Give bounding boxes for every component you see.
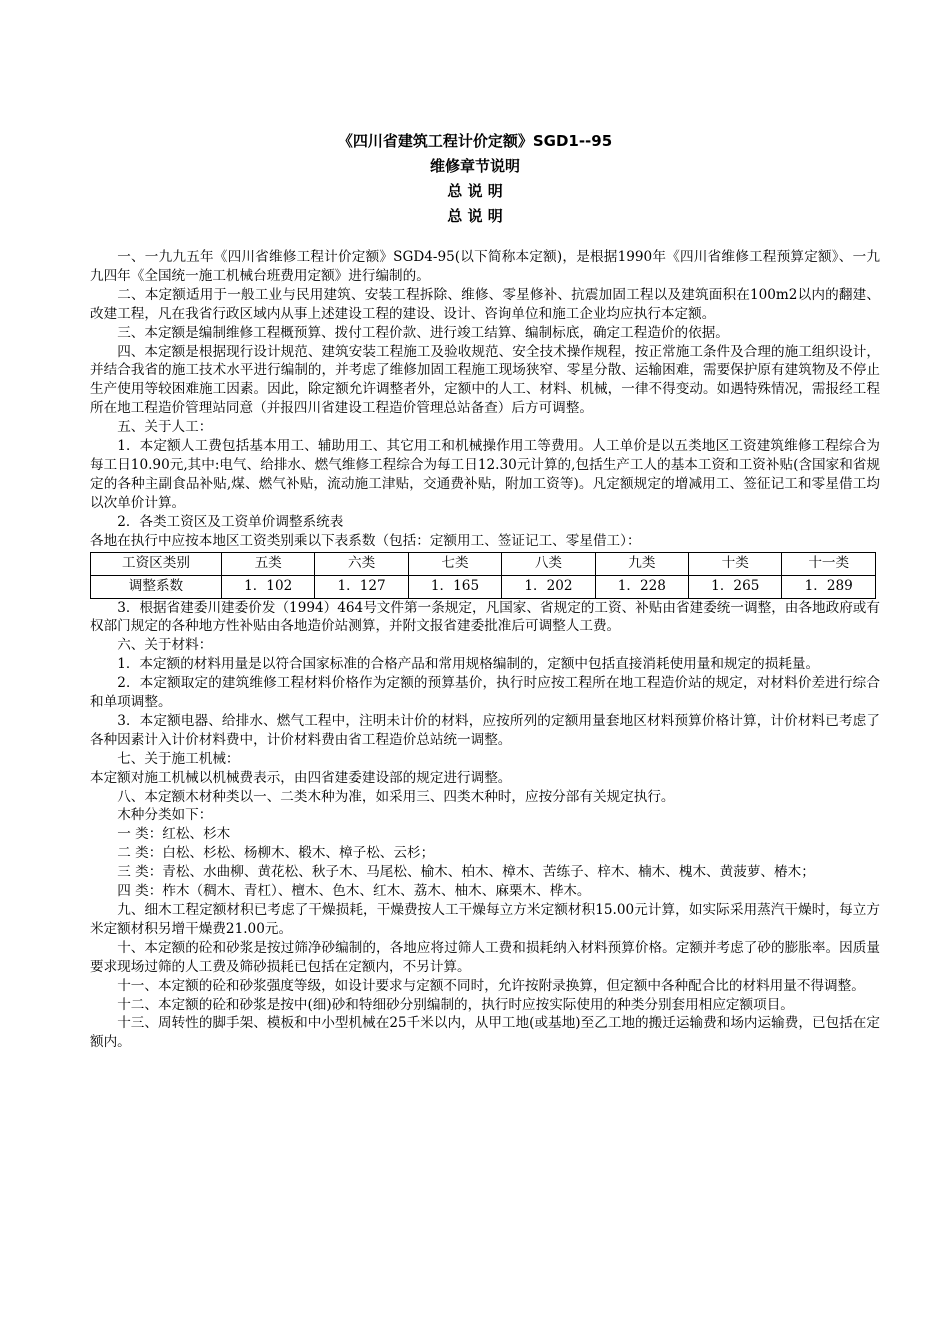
table-header-cell: 九类 bbox=[595, 552, 688, 575]
paragraph: 木种分类如下： bbox=[117, 807, 213, 824]
chapter-title: 维修章节说明 bbox=[429, 157, 520, 175]
table-cell: 1．228 bbox=[595, 575, 688, 598]
table-header-cell: 十一类 bbox=[782, 552, 876, 575]
table-cell: 1．289 bbox=[782, 575, 876, 598]
paragraph: 2．本定额取定的建筑维修工程材料价格作为定额的预算基价，执行时应按工程所在地工程造价站的规定，对材料价差进行综合和单项调整。 bbox=[90, 675, 880, 711]
table-cell: 1．102 bbox=[221, 575, 314, 598]
body-text bbox=[90, 248, 880, 1052]
table-header-cell: 七类 bbox=[408, 552, 501, 575]
paragraph: 三、本定额是编制维修工程概预算、拨付工程价款、进行竣工结算、编制标底，确定工程造价的依据。 bbox=[117, 324, 729, 341]
machinery-note: 本定额对施工机械以机械费表示，由四省建委建设部的规定进行调整。 bbox=[90, 769, 512, 786]
table-caption: 2．各类工资区及工资单价调整系统表 bbox=[117, 513, 344, 530]
paragraph: 十一、本定额的砼和砂浆强度等级，如设计要求与定额不同时，允许按附录换算，但定额中各种配合比的材料用量不得调整。 bbox=[117, 977, 865, 994]
table-header-cell: 六类 bbox=[315, 552, 408, 575]
paragraph: 一、一九九五年《四川省维修工程计价定额》SGD4-95(以下简称本定额)，是根据1990年《四川省维修工程预算定额》、一九九四年《全国统一施工机械台班费用定额》进行编制的。 bbox=[90, 249, 880, 284]
table-header-cell: 十类 bbox=[689, 552, 782, 575]
paragraph: 八、本定额木材种类以一、二类木种为准，如采用三、四类木种时，应按分部有关规定执行。 bbox=[117, 788, 675, 805]
paragraph: 十二、本定额的砼和砂浆是按中(细)砂和特细砂分别编制的，执行时应按实际使用的种类分别套用相应定额项目。 bbox=[117, 996, 794, 1013]
table-cell: 1．265 bbox=[689, 575, 782, 598]
table-intro: 各地在执行中应按本地区工资类别乘以下表系数（包括：定额用工、签证记工、零星借工）： bbox=[90, 532, 641, 549]
table-header-cell: 八类 bbox=[502, 552, 595, 575]
table-header-row bbox=[91, 552, 876, 575]
paragraph: 十三、周转性的脚手架、模板和中小型机械在25千米以内，从甲工地(或基地)至乙工地的搬迁运输费和场内运输费，已包括在定额内。 bbox=[90, 1015, 880, 1051]
paragraph: 九、细木工程定额材积已考虑了干燥损耗，干燥费按人工干燥每立方米定额材积15.00元计算，如实际采用蒸汽干燥时，每立方米定额材积另增干燥费21.00元。 bbox=[90, 902, 880, 937]
table-header-cell: 工资区类别 bbox=[91, 552, 222, 575]
paragraph: 1．本定额的材料用量是以符合国家标准的合格产品和常用规格编制的，定额中包括直接消耗使用量和规定的损耗量。 bbox=[117, 656, 820, 673]
table-cell: 1．165 bbox=[408, 575, 501, 598]
paragraph: 1．本定额人工费包括基本用工、辅助用工、其它用工和机械操作用工等费用。人工单价是以五类地区工资建筑维修工程综合为每工日10.90元,其中:电气、给排水、燃气维修工程综合为每工日12.30元计算的,包括生产工人的基本工资和工资补贴(含国家和省规定的各种主副食品补贴,煤、燃气补贴，流动施工津贴，交通费补贴，附加工资等)。凡定额规定的增减用工、签征记工和零星借工均以次单价计算。 bbox=[90, 438, 880, 511]
section-heading-labor: 五、关于人工： bbox=[117, 419, 213, 436]
table-cell: 1．127 bbox=[315, 575, 408, 598]
wood-class-item: 二 类：白松、杉松、杨柳木、椴木、樟子松、云杉； bbox=[117, 845, 435, 862]
table-cell: 调整系数 bbox=[91, 575, 222, 598]
paragraph: 3．根据省建委川建委价发（1994）464号文件第一条规定，凡国家、省规定的工资、补贴由省建委统一调整，由各地政府或有权部门规定的各种地方性补贴由各地造价站测算，并附文报省建委批准后可调整人工费。 bbox=[90, 599, 880, 635]
wood-class-item: 四 类：柞木（稠木、青杠）、檀木、色木、红木、荔木、柚木、麻栗木、桦木。 bbox=[117, 883, 591, 900]
table-header-cell: 五类 bbox=[221, 552, 314, 575]
table-cell: 1．202 bbox=[502, 575, 595, 598]
paragraph: 四、本定额是根据现行设计规范、建筑安装工程施工及验收规范、安全技术操作规程，按正常施工条件及合理的施工组织设计，并结合我省的施工技术水平进行编制的，并考虑了维修加固工程施工现场狭窄、零星分散、运输困难，需要保护原有建筑物及不停止生产使用等较困难施工因素。因此，除定额允许调整者外，定额中的人工、材料、机械，一律不得变动。如遇特殊情况，需报经工程所在地工程造价管理站同意（并报四川省建设工程造价管理总站备查）后方可调整。 bbox=[90, 343, 880, 417]
section-heading-materials: 六、关于材料： bbox=[117, 637, 213, 654]
table-row bbox=[91, 575, 876, 598]
general-heading-1: 总 说 明 bbox=[447, 182, 503, 200]
general-heading-2: 总 说 明 bbox=[447, 207, 503, 225]
paragraph: 3．本定额电器、给排水、燃气工程中，注明未计价的材料，应按所列的定额用量套地区材料预算价格计算，计价材料已考虑了各种因素计入计价材料费中，计价材料费由省工程造价总站统一调整。 bbox=[90, 712, 880, 748]
main-title: 《四川省建筑工程计价定额》SGD1--95 bbox=[337, 132, 613, 150]
section-heading-machinery: 七、关于施工机械： bbox=[117, 750, 240, 767]
wage-coefficient-table bbox=[90, 552, 876, 599]
paragraph: 十、本定额的砼和砂浆是按过筛净砂编制的，各地应将过筛人工费和损耗纳入材料预算价格。定额并考虑了砂的膨胀率。因质量要求现场过筛的人工费及筛砂损耗已包括在定额内，不另计算。 bbox=[90, 939, 880, 975]
wood-class-item: 三 类：青松、水曲柳、黄花松、秋子木、马尾松、榆木、柏木、樟木、苦练子、梓木、楠木、槐木、黄菠萝、椿木； bbox=[117, 864, 815, 881]
wood-class-item: 一 类：红松、杉木 bbox=[117, 826, 231, 843]
title-block bbox=[0, 129, 950, 229]
paragraph: 二、本定额适用于一般工业与民用建筑、安装工程拆除、维修、零星修补、抗震加固工程以及建筑面积在100m2以内的翻建、改建工程，凡在我省行政区域内从事上述建设工程的建设、设计、咨询单位和施工企业均应执行本定额。 bbox=[90, 286, 880, 322]
